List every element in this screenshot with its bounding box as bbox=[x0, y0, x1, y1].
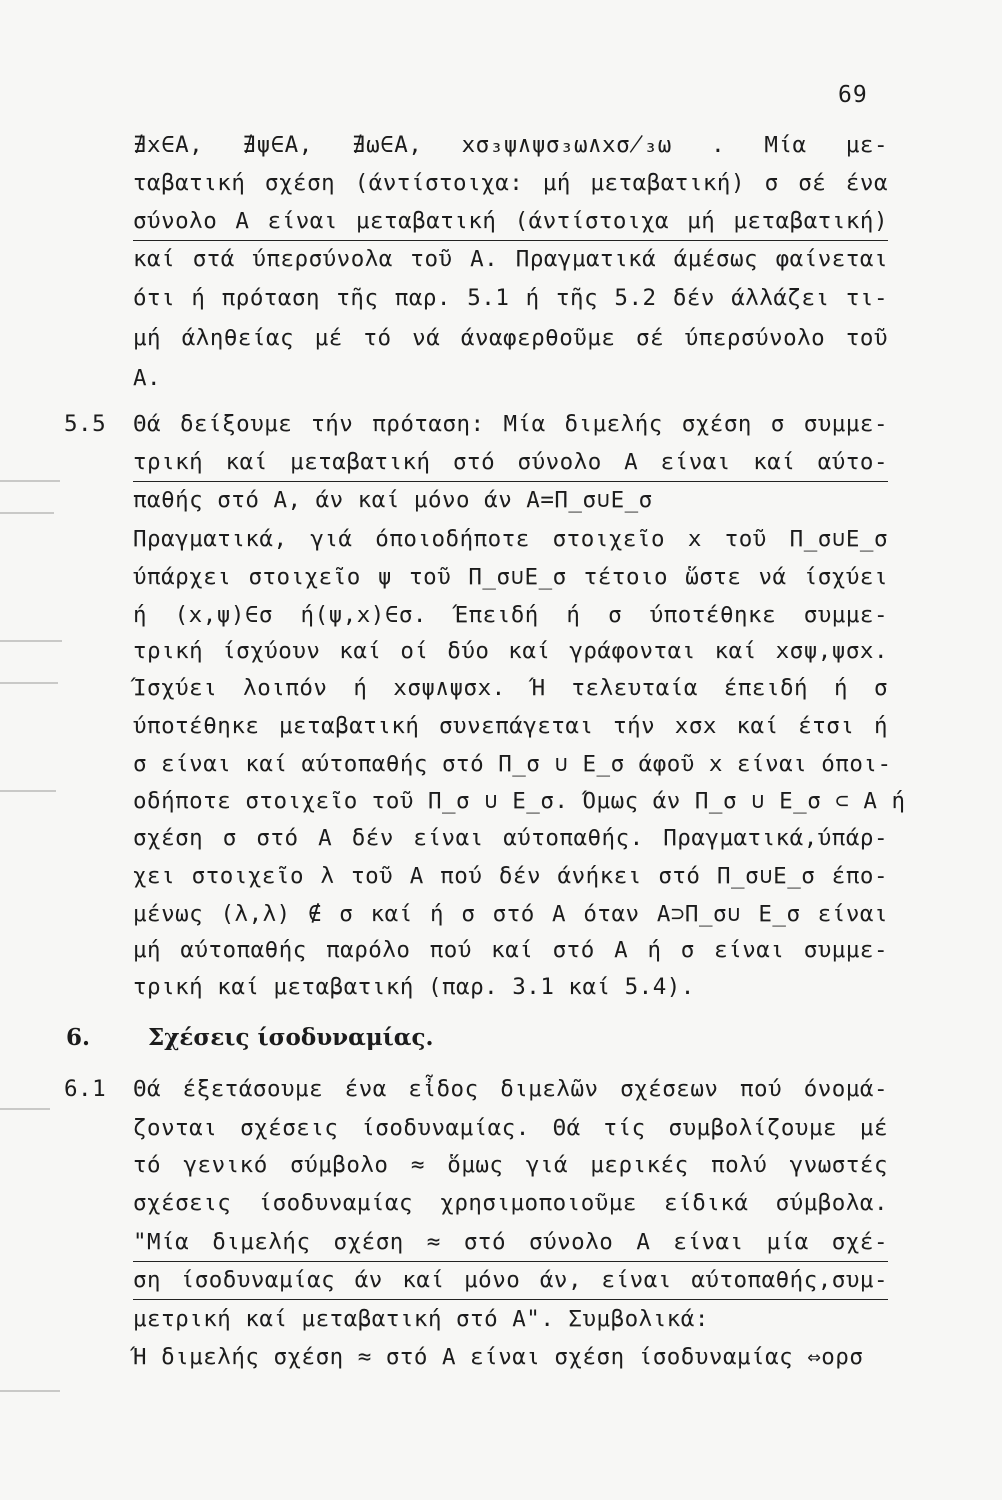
paragraph-number: 6.1 bbox=[64, 1076, 107, 1102]
text-line: Θά έξετάσουμε ένα εἶδος διμελῶν σχέσεων πού όνομά- bbox=[133, 1076, 888, 1102]
page-number: 69 bbox=[838, 82, 868, 108]
text-line: τρική ίσχύουν καί οί δύο καί γράφονται καί xσψ,ψσx. bbox=[133, 638, 888, 664]
text-line: ∄x∈A, ∄ψ∈A, ∄ω∈A, xσ₃ψ∧ψσ₃ω∧xσ̸₃ω . Μία με- bbox=[133, 132, 888, 158]
text-line: ταβατική σχέση (άντίστοιχα: μή μεταβατική) σ σέ ένα bbox=[133, 170, 888, 196]
text-line: οδήποτε στοιχεῖο τοῦ Π_σ ∪ Ε_σ. Όμως άν Π_σ ∪ Ε_σ ⊂ Α ή bbox=[133, 788, 906, 814]
bleed-through-mark bbox=[0, 1390, 60, 1392]
text-line: τρική καί μεταβατική (παρ. 3.1 καί 5.4). bbox=[133, 974, 695, 1000]
text-line: ύπάρχει στοιχεῖο ψ τοῦ Π_σ∪Ε_σ τέτοιο ὥστε νά ίσχύει bbox=[133, 564, 888, 590]
text-line: μή άληθείας μέ τό νά άναφερθοῦμε σέ ύπερσύνολο τοῦ bbox=[133, 325, 888, 351]
text-line: Ή διμελής σχέση ≈ στό Α είναι σχέση ίσοδυναμίας ⇔ορσ bbox=[133, 1344, 864, 1370]
text-line: ότι ή πρόταση τῆς παρ. 5.1 ή τῆς 5.2 δέν άλλάζει τι- bbox=[133, 285, 888, 311]
text-line: ή (x,ψ)∈σ ή(ψ,x)∈σ. Έπειδή ή σ ύποτέθηκε συμμε- bbox=[133, 602, 888, 628]
bleed-through-mark bbox=[0, 512, 54, 514]
section-number: 6. bbox=[66, 1024, 91, 1051]
bleed-through-mark bbox=[0, 682, 58, 684]
text-line: Πραγματικά, γιά όποιοδήποτε στοιχεῖο x τοῦ Π_σ∪Ε_σ bbox=[133, 526, 888, 552]
bleed-through-mark bbox=[0, 640, 62, 642]
text-line: σ είναι καί αύτοπαθής στό Π_σ ∪ Ε_σ άφοῦ x είναι όποι- bbox=[133, 751, 892, 777]
text-line: σύνολο Α είναι μεταβατική (άντίστοιχα μή μεταβατική) bbox=[133, 205, 888, 241]
text-line: χει στοιχεῖο λ τοῦ Α πού δέν άνήκει στό Π_σ∪Ε_σ έπο- bbox=[133, 863, 888, 889]
paragraph-number: 5.5 bbox=[64, 411, 107, 437]
text-line: ύποτέθηκε μεταβατική συνεπάγεται τήν xσx καί έτσι ή bbox=[133, 713, 888, 739]
text-line: καί στά ύπερσύνολα τοῦ Α. Πραγματικά άμέσως φαίνεται bbox=[133, 246, 888, 272]
bleed-through-mark bbox=[0, 480, 60, 482]
section-title: Σχέσεις ίσοδυναμίας. bbox=[148, 1024, 434, 1051]
text-line: σχέσεις ίσοδυναμίας χρησιμοποιοῦμε είδικά σύμβολα. bbox=[133, 1190, 888, 1216]
text-line: Ίσχύει λοιπόν ή xσψ∧ψσx. Ή τελευταία έπειδή ή σ bbox=[133, 675, 888, 701]
text-line: παθής στό Α, άν καί μόνο άν Α=Π_σ∪Ε_σ bbox=[133, 487, 653, 513]
bleed-through-mark bbox=[0, 1108, 50, 1110]
text-line: τρική καί μεταβατική στό σύνολο Α είναι καί αύτο- bbox=[133, 446, 888, 482]
text-line: σχέση σ στό Α δέν είναι αύτοπαθής. Πραγματικά,ύπάρ- bbox=[133, 825, 888, 851]
text-line: "Μία διμελής σχέση ≈ στό σύνολο Α είναι μία σχέ- bbox=[133, 1226, 888, 1262]
bleed-through-mark bbox=[0, 790, 56, 792]
text-line: Θά δείξουμε τήν πρόταση: Μία διμελής σχέση σ συμμε- bbox=[133, 411, 888, 437]
text-line: τό γενικό σύμβολο ≈ ὅμως γιά μερικές πολύ γνωστές bbox=[133, 1152, 888, 1178]
text-line: Α. bbox=[133, 365, 162, 391]
text-line: ση ίσοδυναμίας άν καί μόνο άν, είναι αύτοπαθής,συμ- bbox=[133, 1264, 888, 1300]
text-line: ζονται σχέσεις ίσοδυναμίας. Θά τίς συμβολίζουμε μέ bbox=[133, 1115, 888, 1141]
text-line: μή αύτοπαθής παρόλο πού καί στό Α ή σ είναι συμμε- bbox=[133, 937, 888, 963]
text-line: μετρική καί μεταβατική στό Α". Συμβολικά: bbox=[133, 1306, 709, 1332]
text-line: μένως (λ,λ) ∉ σ καί ή σ στό Α όταν Α⊃Π_σ∪ Ε_σ είναι bbox=[133, 901, 888, 927]
